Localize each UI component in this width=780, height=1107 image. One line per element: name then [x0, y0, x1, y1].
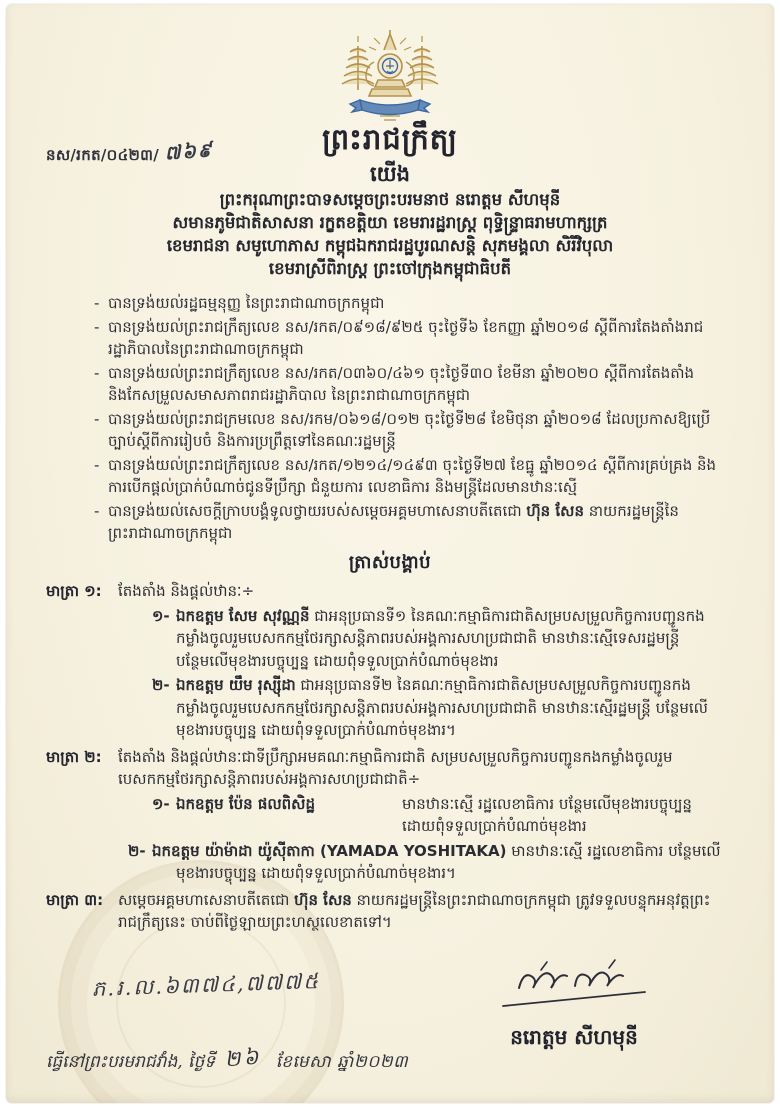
royal-title-line-1: ព្រះករុណាព្រះបាទសម្តេចព្រះបរមនាថ នរោត្តម សីហមុនី: [219, 190, 561, 209]
item-number: ១-: [152, 606, 170, 625]
article-3-label: មាត្រា ៣:: [46, 890, 104, 909]
preamble-text: បានទ្រង់យល់ព្រះរាជក្រឹត្យលេខ នស/រកត/១២១៤/១៤៩៣ ចុះថ្ងៃទី២៧ ខែធ្នូ ឆ្នាំ២០១៤ ស្តីពីការគ្រប់គ្រង និងការបើកផ្តល់ប្រាក់បំណាច់ជូនទីប្រឹក្សា ជំនួយការ លេខាធិការ និងមន្ត្រីដែលមានឋានៈស្មើ: [108, 455, 717, 496]
article-1-item-1: [118, 605, 724, 673]
preamble-list: [94, 292, 722, 546]
article-1-intro: តែងតាំង និងផ្តល់ឋានៈ÷: [118, 582, 255, 600]
item-number: ២-: [152, 676, 170, 694]
date-place: ធ្វើនៅព្រះបរមរាជវាំង, ថ្ងៃទី: [46, 1052, 216, 1072]
article-2-label: មាត្រា ២:: [46, 747, 102, 766]
preamble-item: [94, 408, 722, 453]
article-1: [46, 580, 724, 742]
document-page: [6, 4, 774, 1103]
appointment-text: ជាអនុប្រធានទី១ នៃគណៈកម្មាធិការជាតិសម្របសម្រួលកិច្ចការបញ្ជូនកងកម្លាំងចូលរួមបេសកកម្មថែរក្សាសន្តិភាពរបស់អង្គការសហប្រជាជាតិ មានឋានៈស្មើទេសរដ្ឋមន្ត្រី បន្ថែមលើមុខងារបច្ចុប្បន្ន ដោយពុំទទួលប្រាក់បំណាច់មុខងារ: [176, 606, 705, 670]
appointee-name: ឯកឧត្តម យ៉ាម៉ាដា យ៉ូស៊ីតាកា (YAMADA YOSHITAKA): [152, 841, 507, 860]
preamble-item: [94, 500, 722, 545]
preamble-item: [94, 316, 722, 361]
article-3-text: [118, 889, 724, 934]
preamble-bold-hun-sen: ហ៊ុន សែន: [526, 501, 584, 520]
article-3-pre: សម្តេចអគ្គមហាសេនាបតីតេជោ: [118, 890, 295, 909]
date-month-year: ខែមេសា ឆ្នាំ២០២៣: [275, 1052, 409, 1072]
royal-title-line-4: ខេមរាស្រីពិរាស្ត្រ ព្រះចៅក្រុងកម្ពុជាធិបតី: [268, 259, 512, 278]
article-1-label: មាត្រា ១:: [46, 582, 102, 600]
articles-section: [46, 580, 724, 936]
preamble-text: បានទ្រង់យល់ព្រះរាជក្រឹត្យលេខ នស/រកត/០៣៦០/៤៦១ ចុះថ្ងៃទី៣០ ខែមីនា ឆ្នាំ២០២០ ស្តីពីការតែងតាំង និងកែសម្រួលសមាសភាពរាជរដ្ឋាភិបាល នៃព្រះរាជាណាចក្រកម្ពុជា: [108, 363, 695, 404]
reference-number-handwritten: ៧៦៩: [164, 139, 214, 165]
preamble-text: បានទ្រង់យល់សេចក្តីក្រាបបង្គំទូលថ្វាយរបស់សម្តេចអគ្គមហាសេនាបតីតេជោ: [108, 501, 527, 520]
article-3: [46, 889, 724, 934]
date-line: [46, 1044, 409, 1078]
royal-title-line-2: សមានភូមិជាតិសាសនា រក្ខតខត្តិយា ខេមរារដ្ឋរាស្ត្រ ពុទ្ធិន្ទ្រាធរាមហាក្សត្រ: [172, 213, 608, 232]
royal-honorific-title: [46, 188, 734, 280]
appointee-name: ឯកឧត្តម សែម សុវណ្ណនី: [176, 606, 310, 625]
article-3-bold-hun-sen: ហ៊ុន សែន: [294, 890, 352, 909]
order-heading: ត្រាស់បង្គាប់: [348, 552, 432, 573]
appointee-name: ឯកឧត្តម យឹម រុស្ស៊ីដា: [176, 676, 296, 694]
royal-arms-emblem: [6, 28, 774, 128]
royal-arms-icon: [324, 28, 456, 124]
article-1-item-2: [118, 674, 724, 742]
appointment-text: មានឋានៈស្មើ រដ្ឋលេខាធិការ បន្ថែមលើមុខងារបច្ចុប្បន្ន ដោយពុំទទួលប្រាក់បំណាច់មុខងារ។: [176, 841, 721, 882]
article-2-item-1: [118, 793, 724, 838]
preamble-item: [94, 362, 722, 407]
preamble-text: បានទ្រង់យល់រដ្ឋធម្មនុញ្ញ នៃព្រះរាជាណាចក្រកម្ពុជា: [108, 294, 385, 312]
article-3-post: នាយករដ្ឋមន្ត្រីនៃព្រះរាជាណាចក្រកម្ពុជា ត្រូវទទួលបន្ទុកអនុវត្តព្រះរាជក្រឹត្យនេះ ចាប់ពីថ្ងៃឡាយព្រះហស្ថលេខាតទៅ។: [118, 890, 711, 931]
preamble-text: នាយករដ្ឋមន្ត្រីនៃព្រះរាជាណាចក្រកម្ពុជា: [108, 501, 679, 542]
preamble-text: បានទ្រង់យល់ព្រះរាជក្រមលេខ នស/រកម/០៦១៨/០១២ ចុះថ្ងៃទី២៨ ខែមិថុនា ឆ្នាំ២០១៨ ដែលប្រកាសឱ្យប្រើច្បាប់ស្តីពីការរៀបចំ និងការប្រព្រឹត្តទៅនៃគណៈរដ្ឋមន្ត្រី: [108, 409, 711, 450]
royal-title-line-3: ខេមរាជនា សមូហោភាស កម្ពុជឯករាជរដ្ឋបូរណសន្តិ សុភមង្គលា សិរីវិបុលា: [166, 236, 614, 255]
document-we-word: យើង: [370, 162, 410, 186]
royal-signature-icon: [489, 954, 659, 1016]
signatory-name: នរោត្តម សីហមុនី: [510, 1025, 638, 1049]
article-2-intro: តែងតាំង និងផ្តល់ឋានៈជាទីប្រឹក្សាអមគណៈកម្មាធិការជាតិ សម្របសម្រួលកិច្ចការបញ្ជូនកងកម្លាំងចូលរួមបេសកកម្មថែរក្សាសន្តិភាពរបស់អង្គការសហប្រជាជាតិ÷: [118, 747, 673, 788]
appointment-text: ជាអនុប្រធានទី២ នៃគណៈកម្មាធិការជាតិសម្របសម្រួលកិច្ចការបញ្ជូនកងកម្លាំងចូលរួមបេសកកម្មថែរក្សាសន្តិភាពរបស់អង្គការសហប្រជាជាតិ មានឋានៈស្មើរដ្ឋមន្ត្រី បន្ថែមលើមុខងារបច្ចុប្បន្ន ដោយពុំទទួលប្រាក់បំណាច់មុខងារ។: [176, 676, 708, 739]
article-2-item-2: [118, 840, 724, 885]
signature-block: [464, 954, 684, 1054]
reference-number-printed: នស/រកត/០៤២៣/: [46, 146, 160, 164]
article-2: [46, 746, 724, 885]
document-title: ព្រះរាជក្រឹត្យ: [322, 122, 458, 156]
item-number: ២-: [128, 841, 146, 860]
preamble-item: [94, 454, 722, 499]
preamble-text: បានទ្រង់យល់ព្រះរាជក្រឹត្យលេខ នស/រកត/០៩១៨/៩២៥ ចុះថ្ងៃទី៦ ខែកញ្ញា ឆ្នាំ២០១៨ ស្តីពីការតែងតាំងរាជរដ្ឋាភិបាលនៃព្រះរាជាណាចក្រកម្ពុជា: [108, 317, 704, 358]
date-day-handwritten: ២៦: [223, 1044, 263, 1072]
handwritten-registry-note: ភ.រ.ល.៦៣៧៤,៧៧៧៥: [91, 969, 321, 1001]
appointment-text: មានឋានៈស្មើ រដ្ឋលេខាធិការ បន្ថែមលើមុខងារបច្ចុប្បន្ន ដោយពុំទទួលប្រាក់បំណាច់មុខងារ: [402, 794, 692, 835]
appointee-name: ឯកឧត្តម ប៉ែន ផលពិសិដ្ឋ: [176, 794, 315, 813]
item-number: ១-: [152, 794, 170, 813]
preamble-item: [94, 292, 722, 315]
